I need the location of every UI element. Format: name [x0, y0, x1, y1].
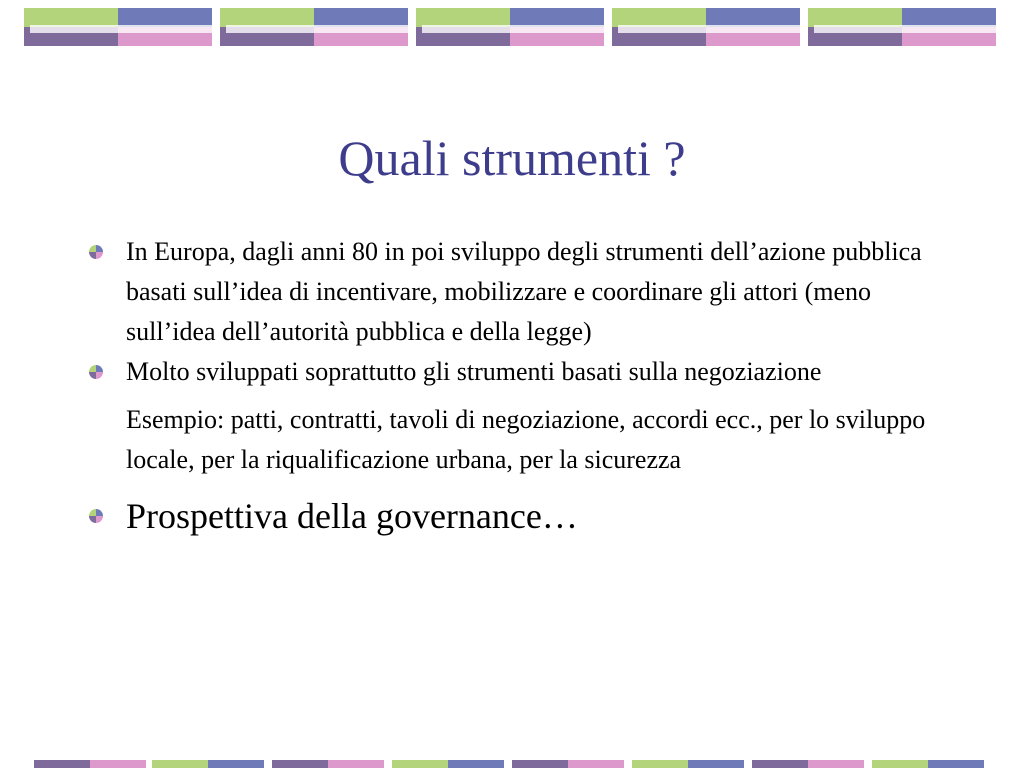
decor-block — [808, 8, 996, 46]
bullet-item-3 — [88, 492, 948, 540]
bullet-item-2 — [88, 352, 948, 392]
top-decorative-band — [0, 0, 1024, 54]
slide-content — [88, 232, 948, 540]
bottom-decorative-band — [0, 756, 1024, 768]
quartered-circle-bullet-icon — [88, 244, 104, 260]
decor-block — [612, 8, 800, 46]
bullet-text: Prospettiva della governance… — [126, 496, 578, 536]
quartered-circle-bullet-icon — [88, 508, 104, 524]
bullet-text: Molto sviluppati soprattutto gli strumenti basati sulla negoziazione — [126, 357, 822, 386]
example-paragraph: Esempio: patti, contratti, tavoli di negoziazione, accordi ecc., per lo sviluppo locale, per la riqualificazione urbana, per la sicurezza — [126, 405, 926, 474]
bullet-text: In Europa, dagli anni 80 in poi sviluppo degli strumenti dell’azione pubblica basati sull’idea di incentivare, mobilizzare e coordinare gli attori (meno sull’idea dell’autorità pubblica e della legge) — [126, 237, 922, 346]
bullet-item-1 — [88, 232, 948, 352]
decor-block — [416, 8, 604, 46]
decor-block — [220, 8, 408, 46]
quartered-circle-bullet-icon — [88, 364, 104, 380]
slide-title: Quali strumenti ? — [338, 130, 686, 186]
decor-block — [24, 8, 212, 46]
